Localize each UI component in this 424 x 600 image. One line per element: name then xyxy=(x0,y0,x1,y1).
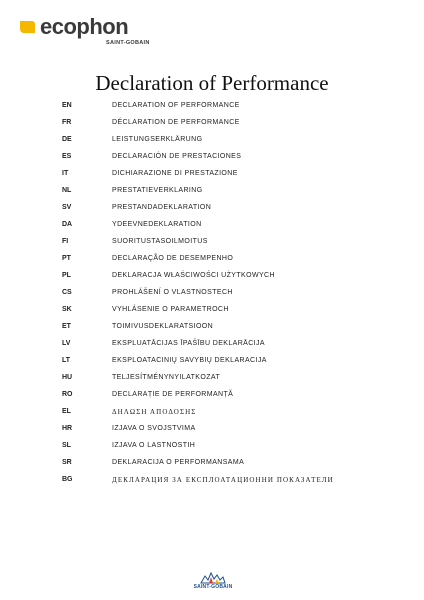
declaration-label: DECLARAȚIE DE PERFORMANȚĂ xyxy=(112,391,234,398)
declaration-label: ΔΗΛΩΣΗ ΑΠΟΔΟΣΗΣ xyxy=(112,408,197,416)
language-code: SL xyxy=(62,442,71,449)
declaration-label: DECLARACIÓN DE PRESTACIONES xyxy=(112,153,242,160)
language-row xyxy=(62,219,402,236)
language-code: DA xyxy=(62,221,73,228)
declaration-label: IZJAVA O SVOJSTVIMA xyxy=(112,425,196,432)
language-row xyxy=(62,168,402,185)
language-row xyxy=(62,457,402,474)
language-row xyxy=(62,338,402,355)
language-code: ET xyxy=(62,323,71,330)
language-row xyxy=(62,372,402,389)
language-row xyxy=(62,406,402,423)
saint-gobain-logo-icon xyxy=(199,570,227,584)
language-row xyxy=(62,117,402,134)
declaration-label: IZJAVA O LASTNOSTIH xyxy=(112,442,196,449)
ecophon-logo-icon xyxy=(18,18,36,36)
declaration-label: PROHLÁŠENÍ O VLASTNOSTECH xyxy=(112,289,233,296)
language-row xyxy=(62,185,402,202)
declaration-label: DÉCLARATION DE PERFORMANCE xyxy=(112,119,240,126)
language-code: SV xyxy=(62,204,72,211)
language-row xyxy=(62,100,402,117)
declaration-label: PRESTATIEVERKLARING xyxy=(112,187,203,194)
declaration-label: DECLARATION OF PERFORMANCE xyxy=(112,102,240,109)
language-row xyxy=(62,202,402,219)
declaration-label: EKSPLOATACINIŲ SAVYBIŲ DEKLARACIJA xyxy=(112,357,267,364)
language-code: LT xyxy=(62,357,71,364)
language-code: EN xyxy=(62,102,72,109)
declaration-label: PRESTANDADEKLARATION xyxy=(112,204,212,211)
language-row xyxy=(62,151,402,168)
language-code: ES xyxy=(62,153,72,160)
declaration-label: YDEEVNEDEKLARATION xyxy=(112,221,202,228)
declaration-label: TELJESÍTMÉNYNYILATKOZAT xyxy=(112,374,221,381)
language-code: SR xyxy=(62,459,72,466)
language-row xyxy=(62,304,402,321)
language-row xyxy=(62,236,402,253)
brand-name: ecophon xyxy=(40,14,129,39)
language-row xyxy=(62,389,402,406)
language-code: FI xyxy=(62,238,69,245)
language-code: DE xyxy=(62,136,72,143)
language-code: HU xyxy=(62,374,73,381)
language-code: HR xyxy=(62,425,73,432)
declaration-label: EKSPLUATĀCIJAS ĪPAŠĪBU DEKLARĀCIJA xyxy=(112,340,265,347)
language-row xyxy=(62,134,402,151)
declaration-label: SUORITUSTASOILMOITUS xyxy=(112,238,208,245)
language-code: EL xyxy=(62,408,71,415)
language-code: IT xyxy=(62,170,69,177)
language-code: CS xyxy=(62,289,72,296)
language-row xyxy=(62,440,402,457)
language-row xyxy=(62,474,402,491)
declaration-label: DEKLARACJA WŁAŚCIWOŚCI UŻYTKOWYCH xyxy=(112,272,275,279)
language-row xyxy=(62,423,402,440)
language-row xyxy=(62,287,402,304)
brand-subtitle: SAINT-GOBAIN xyxy=(106,40,150,46)
declaration-label: DICHIARAZIONE DI PRESTAZIONE xyxy=(112,170,238,177)
declaration-label: DECLARAÇÃO DE DESEMPENHO xyxy=(112,255,234,262)
ecophon-logo xyxy=(18,14,168,50)
declaration-label: VYHLÁSENIE O PARAMETROCH xyxy=(112,306,229,313)
declaration-label: TOIMIVUSDEKLARATSIOON xyxy=(112,323,214,330)
language-row xyxy=(62,321,402,338)
language-row xyxy=(62,270,402,287)
language-list xyxy=(62,100,402,491)
language-code: NL xyxy=(62,187,72,194)
language-row xyxy=(62,355,402,372)
language-code: BG xyxy=(62,476,73,483)
declaration-label: DEKLARACIJA O PERFORMANSAMA xyxy=(112,459,245,466)
language-code: LV xyxy=(62,340,71,347)
saint-gobain-footer-logo xyxy=(185,570,241,594)
language-code: RO xyxy=(62,391,73,398)
language-code: SK xyxy=(62,306,72,313)
language-row xyxy=(62,253,402,270)
language-code: PL xyxy=(62,272,71,279)
declaration-label: LEISTUNGSERKLÄRUNG xyxy=(112,136,203,143)
footer-brand-name: SAINT-GOBAIN xyxy=(193,584,233,590)
language-code: FR xyxy=(62,119,72,126)
page-title: Declaration of Performance xyxy=(95,71,329,95)
declaration-label: ДЕКЛАРАЦИЯ ЗА ЕКСПЛОАТАЦИОННИ ПОКАЗАТЕЛИ xyxy=(112,476,334,484)
language-code: PT xyxy=(62,255,71,262)
